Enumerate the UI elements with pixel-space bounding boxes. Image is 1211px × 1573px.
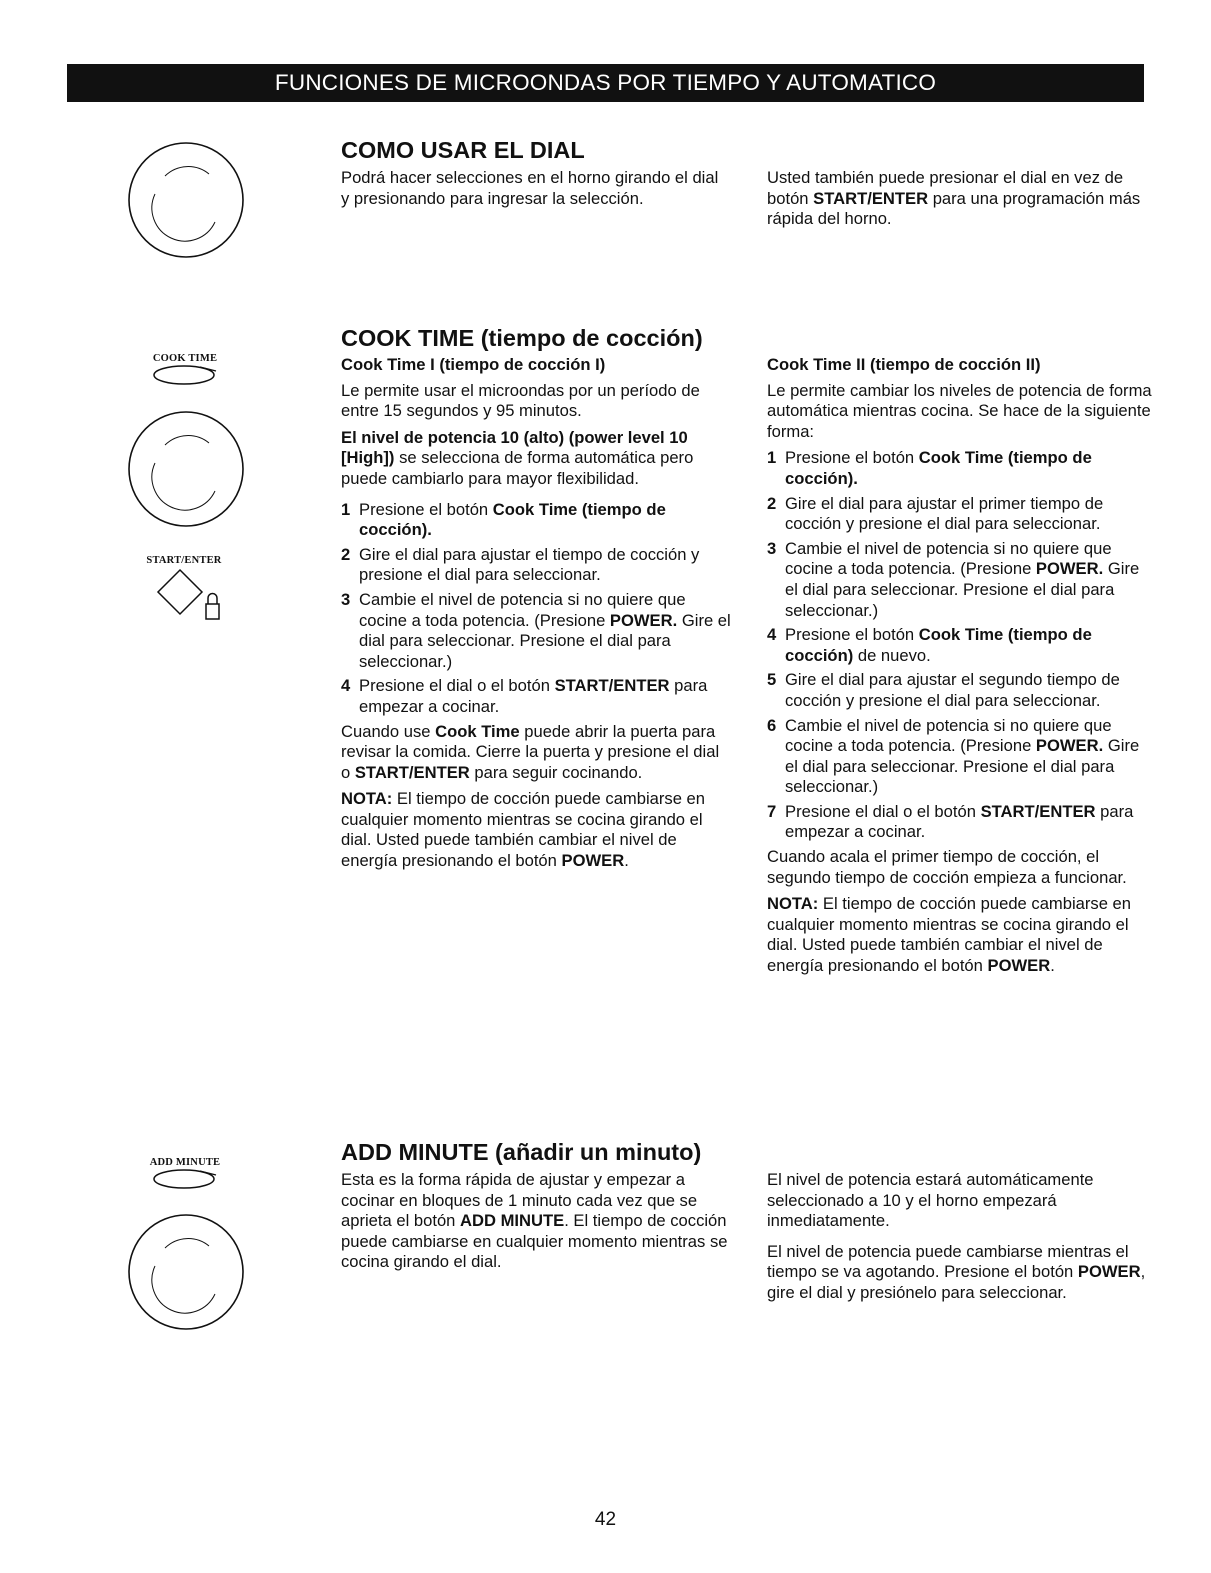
add-minute-description: Esta es la forma rápida de ajustar y empezar a cocinar en bloques de 1 minuto cada vez que se aprieta el botón ADD MINUTE. El tiempo de cocción puede cambiarse en cualquier momento mientras se cocina girando el dial.: [341, 1170, 728, 1272]
dial-icon: [127, 403, 245, 536]
add-minute-icon-label: ADD MINUTE: [149, 1157, 221, 1168]
step-item: 7 Presione el dial o el botón START/ENTER para empezar a cocinar.: [767, 801, 1134, 842]
cook-time-1-nota: NOTA: El tiempo de cocción puede cambiarse en cualquier momento mientras se cocina girando el dial. Usted puede también cambiar el nivel de energía presionando el botón POWER.: [341, 789, 706, 871]
add-minute-power-auto: El nivel de potencia estará automáticamente seleccionado a 10 y el horno empezará inmediatamente.: [767, 1170, 1094, 1231]
page-number: 42: [594, 1509, 617, 1530]
step-item: 5 Gire el dial para ajustar el segundo tiempo de cocción y presione el dial para seleccionar.: [767, 670, 1120, 710]
section-title-cook-time: COOK TIME (tiempo de cocción): [341, 325, 703, 351]
step-item: 3 Cambie el nivel de potencia si no quiere que cocine a toda potencia. (Presione POWER. Gire el dial para seleccionar. Presione el dial para seleccionar.): [767, 538, 1140, 620]
dial-tip: Usted también puede presionar el dial en vez de botón START/ENTER para una programación más rápida del horno.: [767, 168, 1141, 229]
cook-time-1-door-note: Cuando use Cook Time puede abrir la puerta para revisar la comida. Cierre la puerta y presione el dial o START/ENTER para seguir cocinando.: [341, 721, 720, 782]
start-enter-button-icon: [150, 568, 230, 628]
cook-time-1-intro: Le permite usar el microondas por un período de entre 15 segundos y 95 minutos.: [341, 380, 700, 421]
cook-time-icon-label: COOK TIME: [152, 353, 218, 364]
step-item: 6 Cambie el nivel de potencia si no quiere que cocine a toda potencia. (Presione POWER. Gire el dial para seleccionar. Presione el dial para seleccionar.): [767, 715, 1140, 797]
add-minute-right: [767, 1170, 1152, 1304]
step-item: 4 Presione el botón Cook Time (tiempo de cocción) de nuevo.: [767, 625, 1092, 665]
section-title-add-minute: ADD MINUTE (añadir un minuto): [341, 1139, 702, 1165]
add-minute-button-icon: [150, 1167, 226, 1191]
cook-time-2-subtitle: Cook Time II (tiempo de cocción II): [767, 355, 1041, 374]
step-item: 3 Cambie el nivel de potencia si no quiere que cocine a toda potencia. (Presione POWER. Gire el dial para seleccionar. Presione el dial para seleccionar.): [341, 589, 731, 671]
dial-description: Podrá hacer selecciones en el horno girando el dial y presionando para ingresar la selección.: [341, 168, 719, 208]
cook-time-1-subtitle: Cook Time I (tiempo de cocción I): [341, 355, 606, 374]
cook-time-2-after: Cuando acala el primer tiempo de cocción, el segundo tiempo de cocción empieza a funcionar.: [767, 847, 1127, 887]
add-minute-left: [341, 1170, 731, 1273]
cook-time-2-column: [767, 355, 1152, 977]
step-item: 2 Gire el dial para ajustar el primer tiempo de cocción y presione el dial para seleccionar.: [767, 493, 1104, 534]
step-item: 2 Gire el dial para ajustar el tiempo de cocción y presione el dial para seleccionar.: [341, 544, 700, 585]
dial-left-text: [341, 168, 731, 209]
page-header-banner: FUNCIONES DE MICROONDAS POR TIEMPO Y AUTOMATICO: [67, 64, 1144, 102]
add-minute-power-change: El nivel de potencia puede cambiarse mientras el tiempo se va agotando. Presione el botón POWER, gire el dial y presiónelo para seleccionar.: [767, 1241, 1146, 1302]
section-title-dial: COMO USAR EL DIAL: [341, 137, 585, 163]
start-enter-icon-label: START/ENTER: [146, 555, 222, 566]
cook-time-2-intro: Le permite cambiar los niveles de potencia de forma automática mientras cocina. Se hace de la siguiente forma:: [767, 380, 1152, 441]
step-item: 1 Presione el botón Cook Time (tiempo de cocción).: [341, 499, 666, 540]
dial-right-text: [767, 168, 1152, 230]
dial-icon: [127, 134, 245, 267]
cook-time-2-nota: NOTA: El tiempo de cocción puede cambiarse en cualquier momento mientras se cocina girando el dial. Usted puede también cambiar el nivel de energía presionando el botón POWER.: [767, 894, 1132, 976]
step-item: 4 Presione el dial o el botón START/ENTER para empezar a cocinar.: [341, 676, 708, 716]
cook-time-1-column: [341, 355, 731, 872]
power-level-note: El nivel de potencia 10 (alto) (power level 10 [High]) se selecciona de forma automática pero puede cambiarlo para mayor flexibilidad.: [341, 427, 694, 488]
step-item: 1 Presione el botón Cook Time (tiempo de cocción).: [767, 448, 1092, 488]
cook-time-button-icon: [150, 363, 226, 387]
dial-icon: [127, 1206, 245, 1339]
